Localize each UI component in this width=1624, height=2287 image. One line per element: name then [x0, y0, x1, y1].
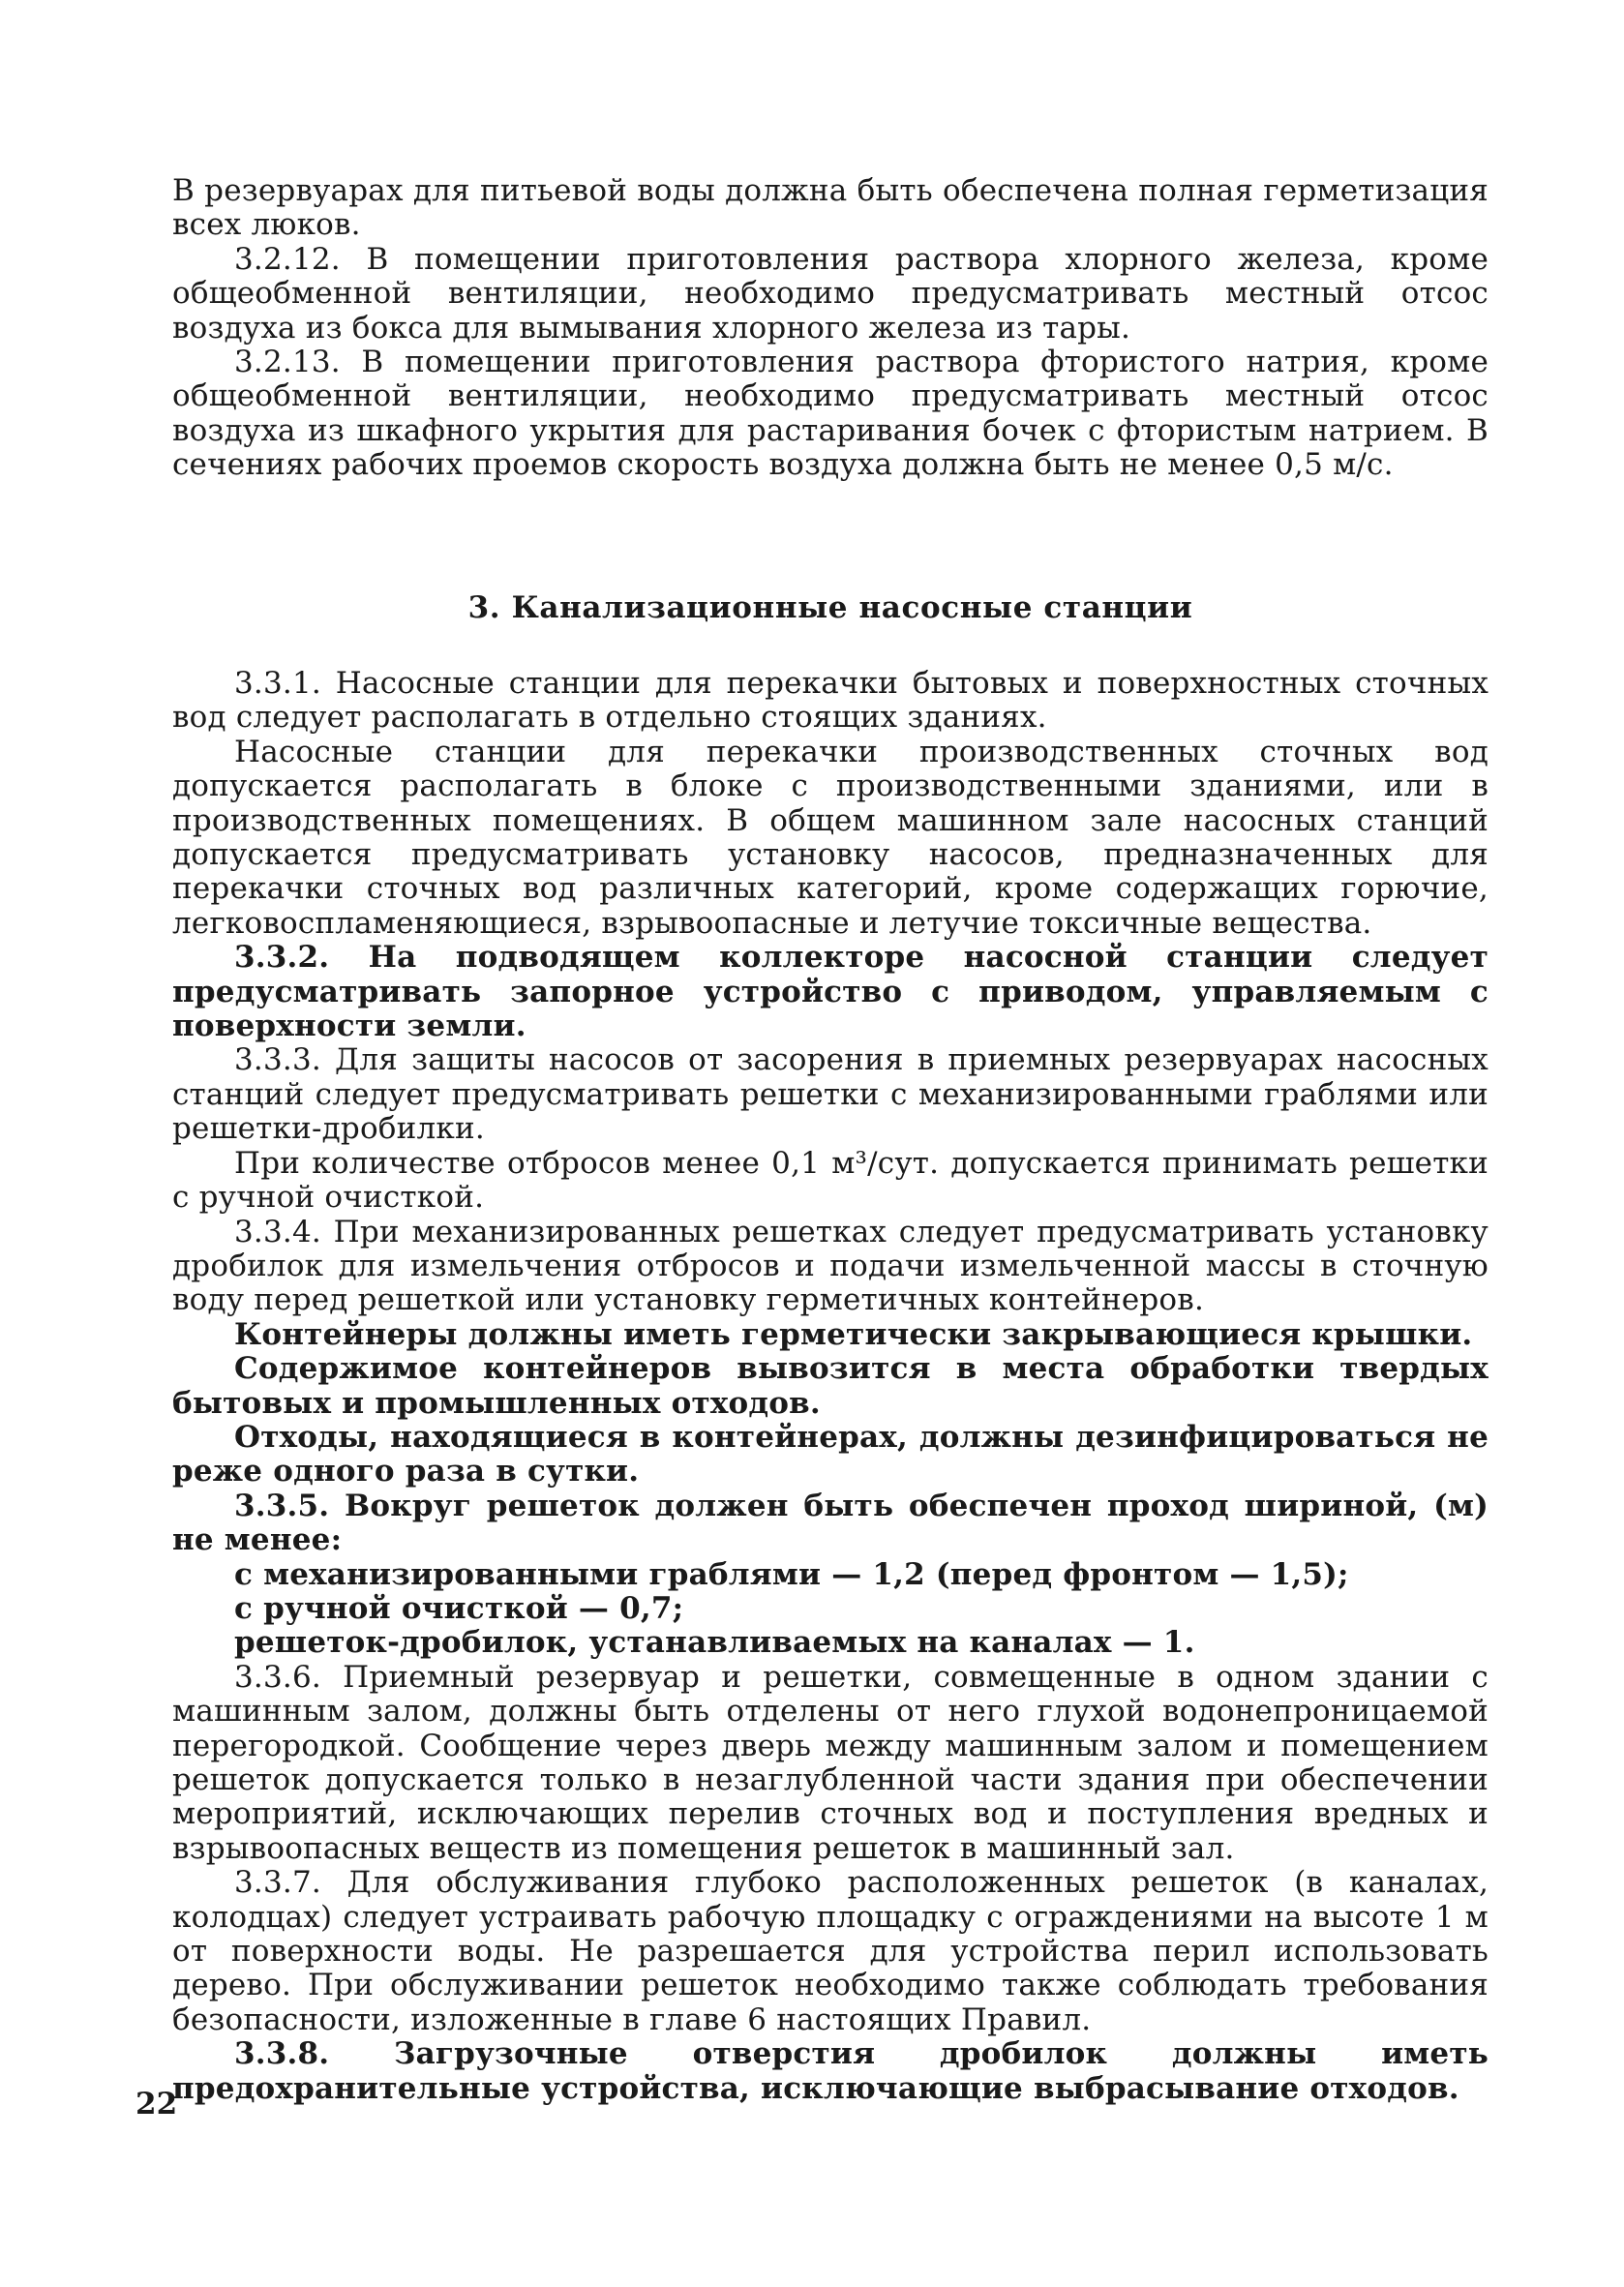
paragraph-containers-content: Содержимое контейнеров вывозится в места обработки твердых бытовых и промышленных отходов.: [172, 1351, 1489, 1421]
list-item-crushers: решеток-дробилок, устанавливаемых на каналах — 1.: [234, 1625, 1195, 1661]
top-text-block: [172, 174, 1489, 483]
paragraph-reservoir-sealing: В резервуарах для питьевой воды должна быть обеспечена полная герметизация всех люков.: [172, 173, 1489, 243]
paragraph-3-2-12: 3.2.12. В помещении приготовления раствора хлорного железа, кроме общеобменной вентиляции, необходимо предусматривать местный отсос воздуха из бокса для вымывания хлорного железа из тары.: [172, 241, 1489, 346]
paragraph-waste-disinfection: Отходы, находящиеся в контейнерах, должны дезинфицироваться не реже одного раза в сутки.: [172, 1419, 1489, 1490]
paragraph-3-3-5: 3.3.5. Вокруг решеток должен быть обеспечен проход шириной, (м) не менее:: [172, 1488, 1489, 1558]
page-number: 22: [135, 2087, 178, 2121]
paragraph-3-3-4: 3.3.4. При механизированных решетках следует предусматривать установку дробилок для измельчения отбросов и подачи измельченной массы в сточную воду перед решеткой или установку герметичных контейнеров.: [172, 1214, 1489, 1318]
paragraph-production-stations: Насосные станции для перекачки производственных сточных вод допускается располагать в блоке с производственными зданиями, или в производственных помещениях. В общем машинном зале насосных станций допускается предусматривать установку насосов, предназначенных для перекачки сточных вод различных категорий, кроме содержащих горючие, легковоспламеняющиеся, взрывоопасные и летучие токсичные вещества.: [172, 734, 1489, 941]
paragraph-3-3-8: 3.3.8. Загрузочные отверстия дробилок должны иметь предохранительные устройства, исключающие выбрасывание отходов.: [172, 2036, 1489, 2106]
paragraph-3-3-7: 3.3.7. Для обслуживания глубоко расположенных решеток (в каналах, колодцах) следует устраивать рабочую площадку с ограждениями на высоте 1 м от поверхности воды. Не разрешается для устройства перил использовать дерево. При обслуживании решеток необходимо также соблюдать требования безопасности, изложенные в главе 6 настоящих Правил.: [172, 1865, 1489, 2037]
paragraph-3-2-13: 3.2.13. В помещении приготовления раствора фтористого натрия, кроме общеобменной вентиляции, необходимо предусматривать местный отсос воздуха из шкафного укрытия для растаривания бочек с фтористым натрием. В сечениях рабочих проемов скорость воздуха должна быть не менее 0,5 м/с.: [172, 345, 1489, 483]
main-text-block: [172, 667, 1489, 2106]
paragraph-3-3-2: 3.3.2. На подводящем коллекторе насосной станции следует предусматривать запорное устройство с приводом, управляемым с поверхности земли.: [172, 940, 1489, 1044]
paragraph-3-3-3: 3.3.3. Для защиты насосов от засорения в приемных резервуарах насосных станций следует предусматривать решетки с механизированными граблями или решетки-дробилки.: [172, 1042, 1489, 1147]
paragraph-3-3-6: 3.3.6. Приемный резервуар и решетки, совмещенные в одном здании с машинным залом, должны быть отделены от него глухой водонепроницаемой перегородкой. Сообщение через дверь между машинным залом и помещением решеток допускается только в незаглубленной части здания при обеспечении мероприятий, исключающих перелив сточных вод и поступления вредных и взрывоопасных веществ из помещения решеток в машинный зал.: [172, 1659, 1489, 1866]
list-item-mechanized: с механизированными граблями — 1,2 (перед фронтом — 1,5);: [234, 1556, 1349, 1592]
list-item-manual: с ручной очисткой — 0,7;: [234, 1590, 684, 1626]
section-title: 3. Канализационные насосные станции: [467, 590, 1193, 625]
paragraph-3-3-1: 3.3.1. Насосные станции для перекачки бытовых и поверхностных сточных вод следует располагать в отдельно стоящих зданиях.: [172, 666, 1489, 736]
paragraph-manual-cleaning: При количестве отбросов менее 0,1 м³/сут. допускается принимать решетки с ручной очисткой.: [172, 1145, 1489, 1216]
paragraph-containers-lids: Контейнеры должны иметь герметически закрывающиеся крышки.: [234, 1316, 1473, 1352]
